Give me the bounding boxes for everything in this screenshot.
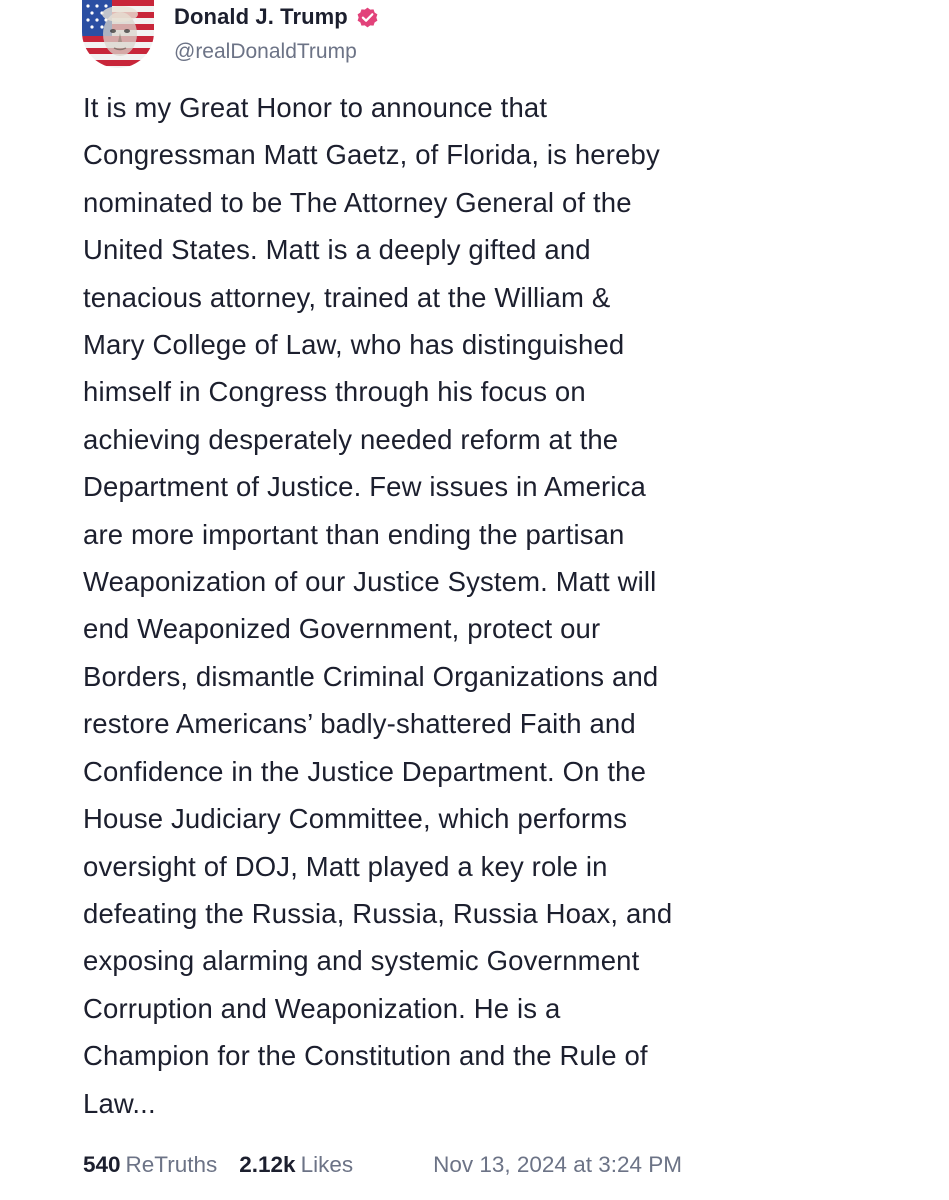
post-text-line: oversight of DOJ, Matt played a key role in xyxy=(83,850,608,882)
avatar[interactable] xyxy=(82,0,154,68)
post-text-line: himself in Congress through his focus on xyxy=(83,376,586,408)
author-display-name[interactable]: Donald J. Trump xyxy=(174,4,348,29)
retruths-count: 540 xyxy=(83,1152,121,1177)
likes-count: 2.12k xyxy=(239,1152,296,1177)
post-text-line: Confidence in the Justice Department. On the xyxy=(83,755,647,787)
author-block xyxy=(174,2,380,64)
post-text-line: Champion for the Constitution and the Rule of xyxy=(83,1040,648,1072)
post-text-line: end Weaponized Government, protect our xyxy=(83,613,601,645)
post-body-text xyxy=(83,84,803,1127)
post-text-line: House Judiciary Committee, which performs xyxy=(83,803,628,835)
retruths-label: ReTruths xyxy=(125,1152,218,1177)
avatar-flag-face-image xyxy=(82,0,154,68)
post-text-line: exposing alarming and systemic Government xyxy=(83,945,640,977)
post-text-line: defeating the Russia, Russia, Russia Hoax, and xyxy=(83,897,673,929)
post-text-line: restore Americans’ badly-shattered Faith and xyxy=(83,708,636,740)
post-text-line: It is my Great Honor to announce that xyxy=(83,92,548,123)
post-text-line: are more important than ending the partisan xyxy=(83,518,625,550)
post-text-line: tenacious attorney, trained at the William & xyxy=(83,281,611,313)
post-text-line: nominated to be The Attorney General of the xyxy=(83,186,632,218)
post-text-line: Weaponization of our Justice System. Matt will xyxy=(83,566,657,598)
post-text-line: Law... xyxy=(83,1087,156,1119)
post-timestamp[interactable]: Nov 13, 2024 at 3:24 PM xyxy=(433,1152,682,1177)
post-text-line: Mary College of Law, who has distinguished xyxy=(83,329,625,361)
author-name-row[interactable] xyxy=(174,2,380,32)
post-text-line: Corruption and Weaponization. He is a xyxy=(83,992,561,1024)
post-stats-bar xyxy=(83,1148,783,1182)
post-text-line: Congressman Matt Gaetz, of Florida, is hereby xyxy=(83,139,660,171)
retruths-stat[interactable] xyxy=(83,1152,217,1178)
post-text-line: Department of Justice. Few issues in America xyxy=(83,471,646,503)
post-text-line: achieving desperately needed reform at the xyxy=(83,423,619,455)
likes-label: Likes xyxy=(300,1152,354,1177)
verified-badge-icon xyxy=(355,5,380,30)
likes-stat[interactable] xyxy=(239,1152,353,1178)
author-handle[interactable]: @realDonaldTrump xyxy=(174,40,357,63)
post-text-line: United States. Matt is a deeply gifted and xyxy=(83,234,591,266)
post-text-line: Borders, dismantle Criminal Organizations and xyxy=(83,660,659,692)
